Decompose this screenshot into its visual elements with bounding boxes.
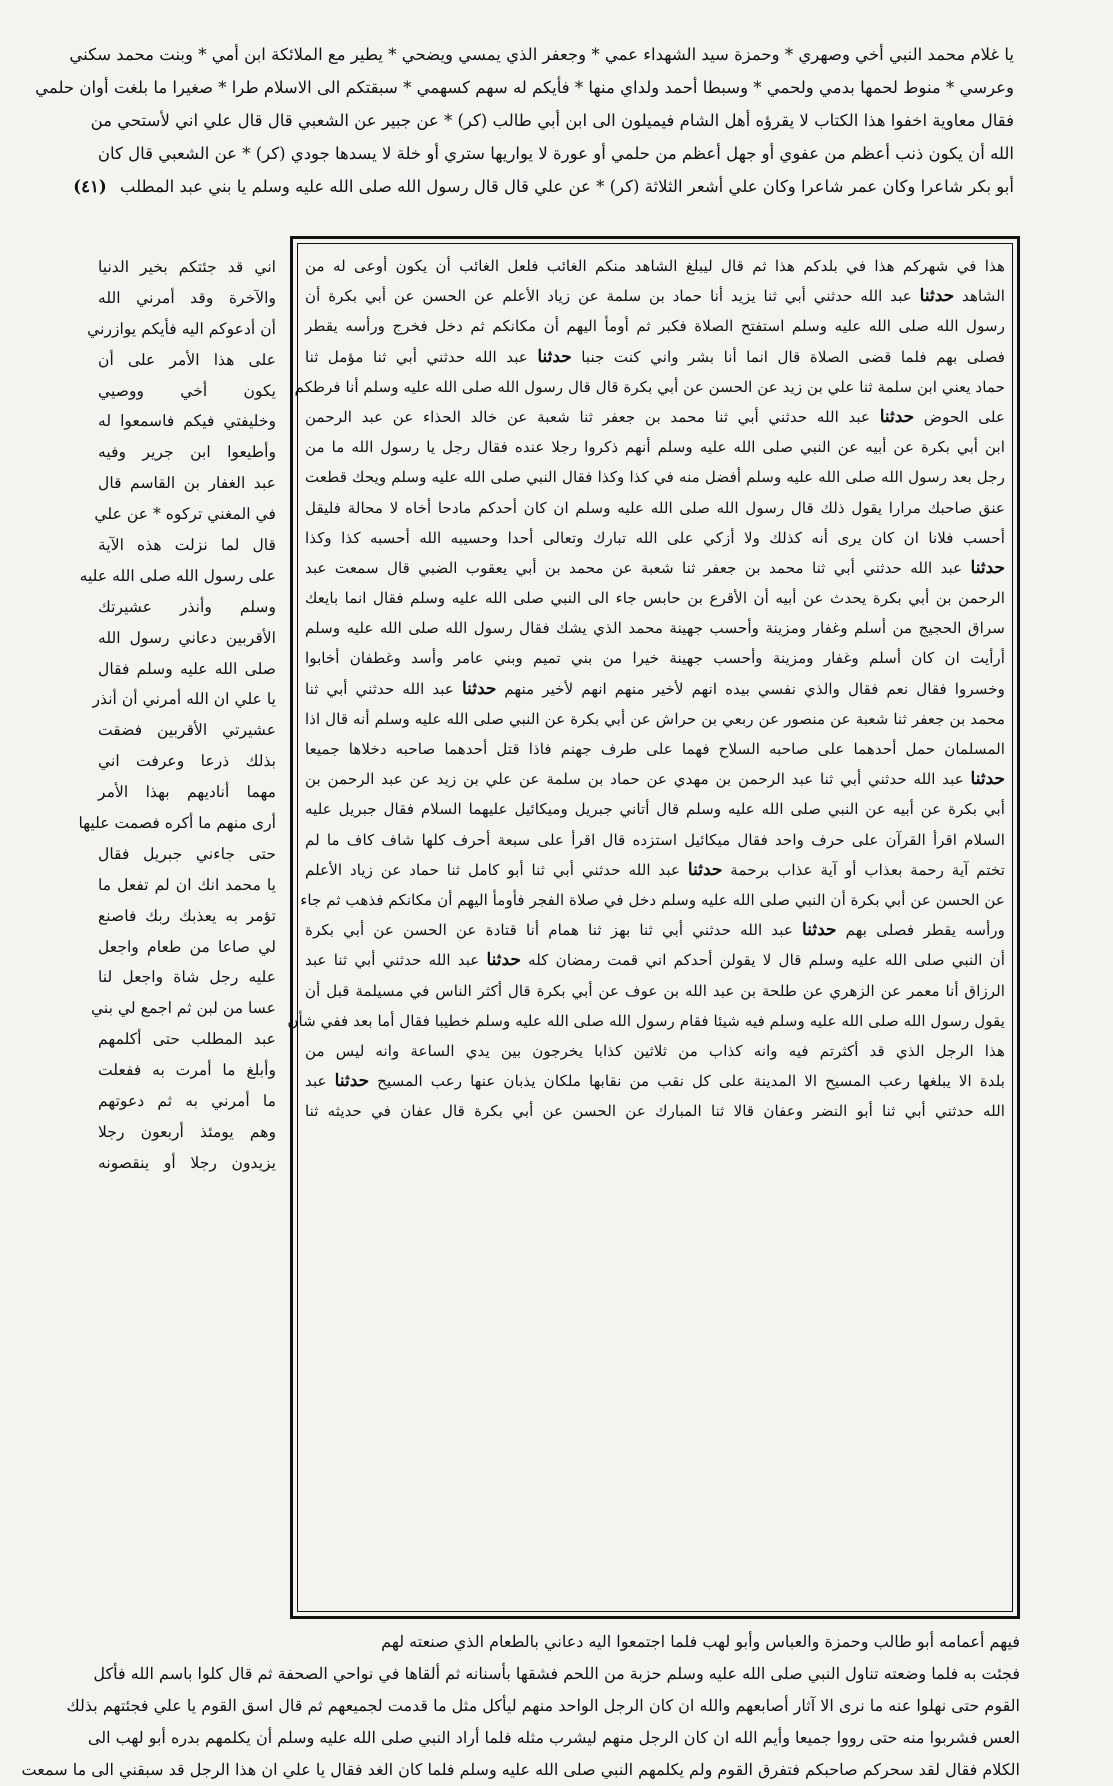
main-text-line <box>305 643 1005 673</box>
margin-line: أرى منهم ما أكره فصمت عليها <box>78 814 276 833</box>
margin-line: مهما أناديهم بهذا الأمر <box>98 783 276 802</box>
bottom-line: العس فشربوا منه حتى رووا جميعا وأيم الله ان كان الرجل منهم ليشرب مثله فلما أراد النبي صلى الله عليه وسلم أن يكلمهم بدره أبو لهب الى <box>87 1728 1020 1747</box>
text-segment: عن الحسن عن أبي بكرة أن النبي صلى الله عليه وسلم دخل في صلاة الفجر فأومأ اليهم أن مكانكم فذهب ثم جاء <box>300 890 1005 909</box>
text-segment: عبد الله حدثني أبي ثنا مؤمل ثنا <box>305 347 538 366</box>
margin-line: وهم يومئذ أربعون رجلا <box>98 1122 276 1141</box>
main-text-line <box>305 613 1005 643</box>
margin-line: حتى جاءني جبريل فقال <box>98 844 276 863</box>
margin-line: في المغني تركوه * عن علي <box>94 505 276 524</box>
margin-line: عبد المطلب حتى أكلمهم <box>98 1030 276 1049</box>
bottom-line: القوم حتى نهلوا عنه ما نرى الا آثار أصابعهم والله ان كان الرجل الواحد منهم ليأكل مثل ما قدمت لجميعهم ثم قال اسق القوم يا علي فجئتهم بذلك <box>66 1696 1020 1715</box>
main-text-line <box>305 311 1005 341</box>
main-text-body <box>287 251 1006 1604</box>
top-line-with-page-number <box>73 170 1014 203</box>
margin-line: عشيرتي الأقربين فضقت <box>98 721 276 740</box>
margin-line: عليه رجل شاة واجعل لنا <box>98 968 276 987</box>
text-segment: سراق الحجيج من أسلم وغفار ومزينة وأحسب جهينة محمد الذي يشك فقال رسول الله صلى الله عليه وسلم <box>305 619 1005 638</box>
margin-line: عبد الغفار بن القاسم قال <box>98 474 276 493</box>
text-segment: الرحمن بن أبي بكرة يحدث عن أبيه أن الأقرع بن حابس جاء الى النبي صلى الله عليه وسلم فقال انما بايعك <box>305 589 1005 608</box>
main-text-frame <box>287 236 1020 1619</box>
text-segment: الرزاق أنا معمر عن الزهري عن طلحة بن عبد الله بن عوف عن أبي بكرة قال أكثر الناس في مسيلمة قبل أن <box>305 981 1005 1000</box>
text-segment: رجل بعد رسول الله صلى الله عليه وسلم أفضل منه في كذا وكذا فقال النبي صلى الله عليه وسلم ويحك قطعت <box>305 468 1005 487</box>
main-text-line <box>305 523 1005 553</box>
text-segment: عبد الله حدثني أبي ثنا عبد <box>305 951 487 970</box>
margin-line: على هذا الأمر على أن <box>98 350 276 369</box>
haddathana-marker: حدثنا <box>334 1071 370 1092</box>
text-segment: عبد الله حدثني أبي ثنا <box>305 679 462 698</box>
main-text-line <box>305 734 1005 764</box>
margin-line: عسا من لبن ثم اجمع لي بني <box>90 999 276 1018</box>
margin-line: لي صاعا من طعام واجعل <box>98 937 276 956</box>
text-segment: عبد الله حدثني أبي ثنا يزيد أنا حماد بن سلمة عن زياد الأعلم عن الحسن عن أبي بكرة أن <box>305 287 920 306</box>
text-segment: بلدة الا يبلغها رعب المسيح الا المدينة على كل نقب من نقابها ملكان يذبان عنها رعب المسيح <box>369 1072 1005 1091</box>
page-number: (٤١) <box>73 177 107 196</box>
haddathana-marker: حدثنا <box>919 286 955 307</box>
main-text-line <box>305 976 1005 1006</box>
bottom-line: فجئت به فلما وضعته تناول النبي صلى الله عليه وسلم حزبة من اللحم فشقها بأسنانه ثم ألقاها في نواحي الصحفة ثم قال كلوا باسم الله فأكل <box>93 1664 1020 1683</box>
main-text-line <box>305 915 1005 945</box>
main-text-line <box>305 1096 1005 1126</box>
main-text-line <box>305 704 1005 734</box>
text-segment: هذا الرجل الذي قد أكثرتم فيه وانه كذاب من ثلاثين كذابا يخرجون بين يدي الساعة وانه ليس من <box>305 1041 1005 1060</box>
text-segment: ورأسه يقطر فصلى بهم <box>836 921 1005 940</box>
main-text-line <box>287 1006 1005 1036</box>
text-segment: حماد يعني ابن سلمة ثنا علي بن زيد عن الحسن عن أبي بكرة قال قال رسول الله صلى الله عليه وسلم أنا فرطكم <box>294 377 1005 396</box>
margin-column <box>78 252 276 1179</box>
margin-line: يكون أخي ووصيي <box>98 381 276 400</box>
main-text-line <box>305 281 1005 311</box>
haddathana-marker: حدثنا <box>879 406 915 427</box>
text-segment: عبد الله حدثني أبي ثنا أبو كامل ثنا حماد عن زياد الأعلم <box>305 860 688 879</box>
text-segment: رسول الله صلى الله عليه وسلم استفتح الصلاة فكبر ثم أومأ اليهم أن مكانكم ثم دخل فخرج ورأسه يقطر <box>305 317 1005 336</box>
text-segment: عنق صاحبك مرارا يقول ذلك قال رسول الله صلى الله عليه وسلم ان كان أحدكم مادحا أخاه لا محالة فليقل <box>305 498 1005 517</box>
text-segment: يقول رسول الله صلى الله عليه وسلم فيه شيئا فقام رسول الله صلى الله عليه وسلم خطيبا فقال أما بعد ففي شأن <box>287 1011 1005 1030</box>
main-text-line <box>305 583 1005 613</box>
margin-line: تؤمر به يعذبك ربك فاصنع <box>98 906 276 925</box>
top-line: الله أن يكون ذنب أعظم من عفوي أو جهل أعظم من حلمي أو عورة لا يواريها ستري أو خلة لا يسدها جودي (كر) * عن الشعبي قال كان <box>97 144 1014 163</box>
margin-line: وخليفتي فيكم فاسمعوا له <box>98 412 276 431</box>
main-text-line <box>300 885 1005 915</box>
text-segment: فصلى بهم فلما قضى الصلاة قال انما أنا بشر واني كنت جنبا <box>571 347 1005 366</box>
haddathana-marker: حدثنا <box>802 920 837 941</box>
main-text-line <box>305 553 1005 583</box>
main-text-line <box>305 1036 1005 1066</box>
main-text-line <box>305 402 1005 432</box>
top-line: فقال معاوية اخفوا هذا الكتاب لا يقرؤه أهل الشام فيميلون الى ابن أبي طالب (كر) * عن جبير عن الشعبي قال قال علي اني لأستحي من <box>90 111 1014 130</box>
haddathana-marker: حدثنا <box>461 678 497 699</box>
haddathana-marker: حدثنا <box>970 769 1005 790</box>
margin-line: وأطيعوا ابن جرير وفيه <box>98 443 276 462</box>
bottom-line: فيهم أعمامه أبو طالب وحمزة والعباس وأبو لهب فلما اجتمعوا اليه دعاني بالطعام الذي صنعته لهم <box>381 1632 1020 1651</box>
main-text-line <box>305 342 1005 372</box>
text-segment: أرأيت ان كان أسلم وغفار ومزينة وأحسب جهينة خيرا من بني تميم وبني عامر وأسد وغطفان أخابوا <box>305 649 1005 668</box>
margin-line: على رسول الله صلى الله عليه <box>79 566 276 585</box>
text-segment: عبد <box>305 1072 335 1091</box>
main-text-line <box>305 825 1005 855</box>
text-segment: على الحوض <box>914 407 1006 426</box>
main-text-line <box>294 372 1005 402</box>
top-line: أبو بكر شاعرا وكان عمر شاعرا وكان علي أشعر الثلاثة (كر) * عن علي قال قال رسول الله صلى الله عليه وسلم يا بني عبد المطلب <box>119 177 1014 196</box>
text-segment: أحسب فلانا ان كان يرى أنه كذلك ولا أزكي على الله تبارك وتعالى أحدا وحسيبه الله أحسبه كذا وكذا <box>305 528 1005 547</box>
top-line: يا غلام محمد النبي أخي وصهري * وحمزة سيد الشهداء عمي * وجعفر الذي يمسي ويضحي * يطير مع الملائكة ابن أمي * وبنت محمد سكني <box>69 45 1014 64</box>
text-segment: المسلمان حمل أحدهما على صاحبه السلاح فهما على طرف جهنم فاذا قتل أحدهما صاحبه دخلاها جميعا <box>305 740 1005 758</box>
main-text-line <box>305 764 1005 794</box>
text-segment: عبد الله حدثني أبي ثنا محمد بن جعفر ثنا شعبة عن محمد بن أبي يعقوب الضبي قال سمعت عبد <box>305 558 971 577</box>
margin-line: صلى الله عليه وسلم فقال <box>98 659 276 678</box>
main-text-line <box>305 251 1005 281</box>
text-segment: تختم آية رحمة بعذاب أو آية عذاب برحمة <box>722 860 1005 879</box>
text-segment: السلام اقرأ القرآن على حرف واحد فقال ميكائيل استزده قال اقرأ على سبعة أحرف كلها شاف كاف ما لم <box>305 830 1005 849</box>
margin-line: قال لما نزلت هذه الآية <box>98 536 276 555</box>
margin-line: بذلك ذرعا وعرفت اني <box>98 752 276 771</box>
margin-line: الأقربين دعاني رسول الله <box>98 628 276 647</box>
main-text-line <box>305 855 1005 885</box>
margin-line: وأبلغ ما أمرت به ففعلت <box>98 1061 276 1080</box>
haddathana-marker: حدثنا <box>970 557 1005 578</box>
main-text-line <box>305 462 1005 492</box>
text-segment: الشاهد <box>954 287 1005 306</box>
margin-line: والآخرة وقد أمرني الله <box>98 288 276 307</box>
margin-line: يزيدون رجلا أو ينقصونه <box>98 1153 276 1172</box>
main-text-line <box>305 674 1005 704</box>
margin-line: أن أدعوكم اليه فأيكم يوازرني <box>87 319 276 338</box>
main-text-line <box>305 1066 1005 1096</box>
bottom-text-block <box>21 1626 1020 1786</box>
main-text-line <box>305 794 1005 824</box>
text-segment: أن النبي صلى الله عليه وسلم قال لا يقولن أحدكم اني قمت رمضان كله <box>520 951 1005 970</box>
margin-line: وسلم وأنذر عشيرتك <box>98 597 276 616</box>
margin-line: ما أمرني به ثم دعوتهم <box>98 1092 276 1111</box>
margin-line: اني قد جئتكم بخير الدنيا <box>98 258 276 276</box>
margin-line: يا محمد انك ان لم تفعل ما <box>98 875 276 894</box>
haddathana-marker: حدثنا <box>537 346 572 367</box>
margin-line: يا علي ان الله أمرني أن أنذر <box>92 690 276 709</box>
main-text-line <box>305 493 1005 523</box>
bottom-line: الكلام فقال لقد سحركم صاحبكم فتفرق القوم ولم يكلمهم النبي صلى الله عليه وسلم فلما كان الغد فقال يا علي ان هذا الرجل قد سبقني الى ما سمعت <box>21 1760 1020 1779</box>
text-segment: عبد الله حدثني أبي ثنا بهز ثنا همام أنا قتادة عن الحسن عن أبي بكرة <box>305 921 803 940</box>
text-segment: هذا في شهركم هذا في بلدكم هذا ثم قال ليبلغ الشاهد منكم الغائب فلعل الغائب أن يكون أوعى له من <box>305 257 1005 275</box>
text-segment: عبد الله حدثني أبي ثنا محمد بن جعفر ثنا شعبة عن خالد الحذاء عن عبد الرحمن <box>305 407 880 426</box>
text-segment: أبي بكرة عن أبيه عن النبي صلى الله عليه وسلم قال أتاني جبريل وميكائيل عليهما السلام فقال جبريل عليه <box>305 800 1005 819</box>
main-text-line <box>305 945 1005 975</box>
top-line: وعرسي * منوط لحمها بدمي ولحمي * وسبطا أحمد ولداي منها * فأيكم له سهم كسهمي * سبقتكم الى الاسلام طرا * صغيرا ما بلغت أوان حلمي <box>35 78 1014 97</box>
text-segment: الله حدثني أبي ثنا أبو النضر وعفان قالا ثنا المبارك عن الحسن عن أبي بكرة قال عفان في حديثه ثنا <box>305 1102 1005 1121</box>
haddathana-marker: حدثنا <box>486 950 521 971</box>
text-segment: عبد الله حدثني أبي ثنا عبد الرحمن بن مهدي عن حماد بن سلمة عن علي بن زيد عن عبد الرحمن بن <box>305 770 971 789</box>
text-segment: ابن أبي بكرة عن أبيه عن النبي صلى الله عليه وسلم أنهم ذكروا رجلا عنده فقال رجل يا رسول الله ما من <box>305 438 1005 457</box>
haddathana-marker: حدثنا <box>687 859 723 880</box>
main-text-line <box>305 432 1005 462</box>
text-segment: وخسروا فقال نعم فقال والذي نفسي بيده انهم لأخير منهم انهم لأخير منهم <box>496 679 1005 698</box>
top-text-block <box>35 38 1014 203</box>
text-segment: محمد بن جعفر ثنا شعبة عن منصور عن ربعي بن حراش عن أبي بكرة عن النبي صلى الله عليه وسلم أنه قال اذا <box>305 709 1005 728</box>
